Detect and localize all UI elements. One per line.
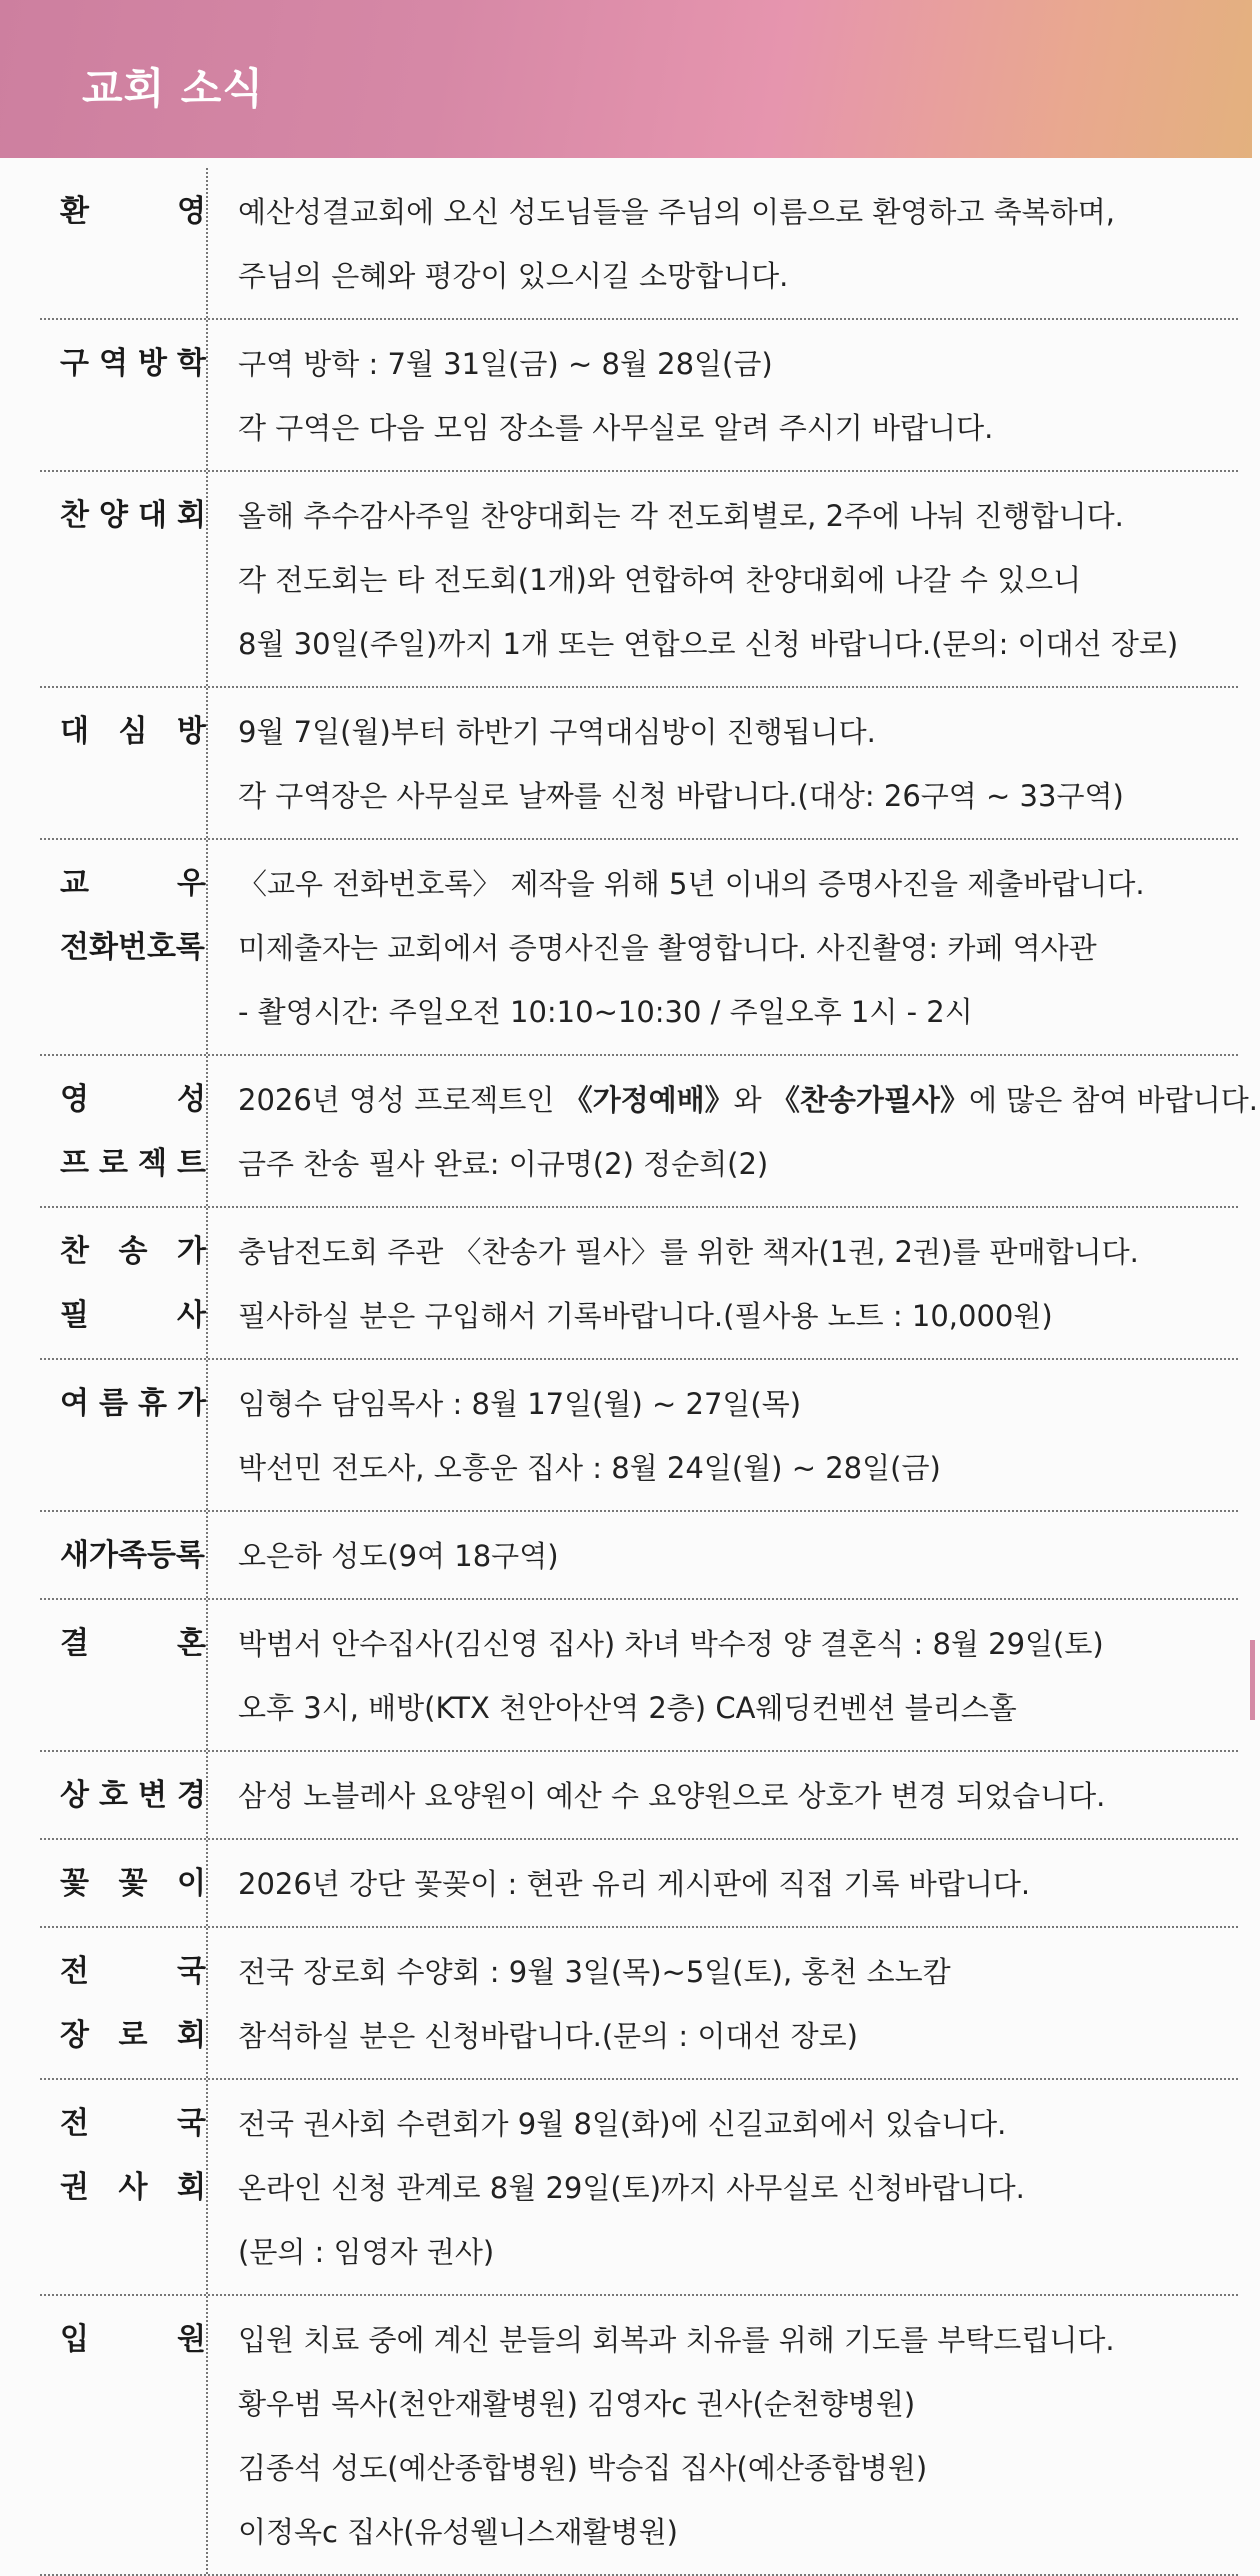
notice-body	[208, 1928, 1238, 2078]
notice-row	[40, 1056, 1258, 1208]
notice-row	[40, 688, 1238, 840]
label-char: 여	[60, 1386, 89, 1421]
line-text: 2026년 영성 프로젝트인	[238, 1083, 564, 1117]
label-line	[60, 180, 206, 244]
label-line	[60, 1068, 206, 1132]
notice-line: 예산성결교회에 오신 성도님들을 주님의 이름으로 환영하고 축복하며,	[238, 195, 1115, 229]
label-line	[60, 1372, 206, 1436]
notice-body	[208, 472, 1238, 686]
label-line	[60, 1524, 206, 1588]
label-char: 대	[60, 714, 89, 749]
label-line	[60, 916, 206, 980]
notice-label	[40, 1512, 208, 1598]
header-banner	[0, 0, 1252, 158]
label-char: 혼	[177, 1626, 206, 1661]
notice-body	[208, 840, 1238, 1054]
notice-row	[40, 168, 1238, 320]
label-char: 전	[60, 1954, 89, 1989]
label-line	[60, 484, 206, 548]
label-char: 심	[118, 714, 148, 749]
notice-line: 각 전도회는 타 전도회(1개)와 연합하여 찬양대회에 나갈 수 있으니	[238, 563, 1082, 597]
label-char: 가	[177, 1234, 206, 1269]
label-line	[60, 2156, 206, 2220]
label-char: 프	[60, 1146, 89, 1181]
label-char: 방	[138, 346, 167, 381]
label-line	[60, 2004, 206, 2068]
label-line	[60, 1220, 206, 1284]
notice-label	[40, 1056, 208, 1206]
label-char: 꽃	[60, 1866, 89, 1901]
notice-body	[208, 1512, 1238, 1598]
label-char: 대	[138, 498, 167, 533]
label-line	[60, 1132, 206, 1196]
page-title: 교회 소식	[82, 64, 264, 113]
notice-body	[208, 688, 1238, 838]
label-char: 송	[118, 1234, 148, 1269]
label-char: 결	[60, 1626, 89, 1661]
label-char: 입	[60, 2322, 89, 2357]
notice-label	[40, 320, 208, 470]
label-char: 권	[60, 2170, 89, 2205]
notice-body	[208, 1208, 1238, 1358]
label-char: 름	[99, 1386, 128, 1421]
notice-line: 8월 30일(주일)까지 1개 또는 연합으로 신청 바랍니다.(문의: 이대선 장로)	[238, 627, 1179, 661]
notice-row	[40, 320, 1238, 472]
label-char: 방	[177, 714, 206, 749]
notice-label	[40, 1360, 208, 1510]
notice-label	[40, 2080, 208, 2294]
notice-row	[40, 1360, 1238, 1512]
notice-body	[208, 1600, 1238, 1750]
label-char: 회	[177, 2170, 206, 2205]
label-char: 국	[177, 1954, 206, 1989]
notice-body	[208, 1056, 1258, 1206]
label-line	[60, 852, 206, 916]
notice-line: 황우범 목사(천안재활병원) 김영자c 권사(순천향병원)	[238, 2387, 916, 2421]
label-line	[60, 1284, 206, 1348]
label-char: 교	[60, 866, 89, 901]
notice-row	[40, 1600, 1238, 1752]
label-char: 역	[99, 346, 128, 381]
line-text: 에 많은 참여 바랍니다.	[968, 1083, 1258, 1117]
notice-line: 삼성 노블레사 요양원이 예산 수 요양원으로 상호가 변경 되었습니다.	[238, 1779, 1106, 1813]
label-char: 사	[118, 2170, 148, 2205]
label-char: 트	[177, 1146, 206, 1181]
notice-body	[208, 320, 1238, 470]
notice-line: 박선민 전도사, 오흥운 집사 : 8월 24일(월) ~ 28일(금)	[238, 1451, 941, 1485]
notice-line: 금주 찬송 필사 완료: 이규명(2) 정순희(2)	[238, 1147, 769, 1181]
notice-line: 각 구역은 다음 모임 장소를 사무실로 알려 주시기 바랍니다.	[238, 411, 994, 445]
notice-line: 박범서 안수집사(김신영 집사) 차녀 박수정 양 결혼식 : 8월 29일(토)	[238, 1627, 1104, 1661]
label-char: 성	[177, 1082, 206, 1117]
label-char: 학	[177, 346, 206, 381]
label-char: 환	[60, 194, 89, 229]
label-char: 경	[177, 1778, 206, 1813]
emphasis-text: 《가정예배》	[563, 1083, 734, 1117]
notice-label	[40, 472, 208, 686]
label-char: 회	[177, 498, 206, 533]
notice-label	[40, 1208, 208, 1358]
notice-line: 온라인 신청 관계로 8월 29일(토)까지 사무실로 신청바랍니다.	[238, 2171, 1025, 2205]
emphasis-text: 《찬송가필사》	[770, 1083, 969, 1117]
notice-line: 전국 장로회 수양회 : 9월 3일(목)~5일(토), 홍천 소노캄	[238, 1955, 951, 1989]
label-char: 우	[177, 866, 206, 901]
notice-row	[40, 840, 1238, 1056]
label-char: 꽃	[118, 1866, 148, 1901]
notice-line: 이정옥c 집사(유성웰니스재활병원)	[238, 2515, 678, 2549]
label-char: 상	[60, 1778, 89, 1813]
label-line	[60, 2092, 206, 2156]
notice-line: 미제출자는 교회에서 증명사진을 촬영합니다. 사진촬영: 카페 역사관	[238, 931, 1097, 965]
label-char: 호	[99, 1778, 128, 1813]
notice-label	[40, 168, 208, 318]
notice-line: 입원 치료 중에 계신 분들의 회복과 치유를 위해 기도를 부탁드립니다.	[238, 2323, 1115, 2357]
label-char: 찬	[60, 1234, 89, 1269]
notice-line: 주님의 은혜와 평강이 있으시길 소망합니다.	[238, 259, 789, 293]
notice-row	[40, 1840, 1238, 1928]
notice-label	[40, 1840, 208, 1926]
label-char: 이	[177, 1866, 206, 1901]
notice-line: 〈교우 전화번호록〉 제작을 위해 5년 이내의 증명사진을 제출바랍니다.	[238, 867, 1145, 901]
label-char: 로	[118, 2018, 148, 2053]
label-char: 영	[60, 1082, 89, 1117]
label-char: 휴	[138, 1386, 167, 1421]
label-char: 원	[177, 2322, 206, 2357]
notice-line: 필사하실 분은 구입해서 기록바랍니다.(필사용 노트 : 10,000원)	[238, 1299, 1053, 1333]
notice-row	[40, 2296, 1238, 2576]
notice-body	[208, 168, 1238, 318]
label-line	[60, 1764, 206, 1828]
notice-line: 2026년 강단 꽃꽂이 : 현관 유리 게시판에 직접 기록 바랍니다.	[238, 1867, 1031, 1901]
line-text: 와	[733, 1083, 771, 1117]
notice-row	[40, 2080, 1238, 2296]
label-char: 변	[138, 1778, 167, 1813]
label-line	[60, 1612, 206, 1676]
notice-line: 오후 3시, 배방(KTX 천안아산역 2층) CA웨딩컨벤션 블리스홀	[238, 1691, 1017, 1725]
notice-line: 임형수 담임목사 : 8월 17일(월) ~ 27일(목)	[238, 1387, 802, 1421]
label-char: 필	[60, 1298, 89, 1333]
notice-table	[40, 168, 1258, 2576]
label-line	[60, 332, 206, 396]
label-char: 양	[99, 498, 128, 533]
notice-label	[40, 840, 208, 1054]
notice-line: 오은하 성도(9여 18구역)	[238, 1539, 559, 1573]
notice-line: 구역 방학 : 7월 31일(금) ~ 8월 28일(금)	[238, 347, 773, 381]
notice-line: - 촬영시간: 주일오전 10:10~10:30 / 주일오후 1시 - 2시	[238, 995, 973, 1029]
notice-row	[40, 472, 1238, 688]
notice-body	[208, 1752, 1238, 1838]
label-char: 전화번호록	[60, 930, 205, 965]
notice-body	[208, 1840, 1238, 1926]
label-char: 장	[60, 2018, 89, 2053]
notice-line: 전국 권사회 수련회가 9월 8일(화)에 신길교회에서 있습니다.	[238, 2107, 1007, 2141]
notice-body	[208, 1360, 1238, 1510]
notice-row	[40, 1512, 1238, 1600]
label-char: 새가족등록	[60, 1538, 205, 1573]
notice-row	[40, 1752, 1238, 1840]
label-char: 사	[177, 1298, 206, 1333]
notice-line: 참석하실 분은 신청바랍니다.(문의 : 이대선 장로)	[238, 2019, 858, 2053]
notice-line: 9월 7일(월)부터 하반기 구역대심방이 진행됩니다.	[238, 715, 876, 749]
notice-line: 올해 추수감사주일 찬양대회는 각 전도회별로, 2주에 나눠 진행합니다.	[238, 499, 1124, 533]
label-char: 전	[60, 2106, 89, 2141]
notice-label	[40, 688, 208, 838]
notice-line	[238, 1068, 1258, 1132]
edge-marker	[1250, 1640, 1255, 1720]
notice-row	[40, 1928, 1238, 2080]
notice-label	[40, 1600, 208, 1750]
notice-label	[40, 1752, 208, 1838]
label-line	[60, 2308, 206, 2372]
label-line	[60, 700, 206, 764]
label-char: 가	[177, 1386, 206, 1421]
notice-label	[40, 2296, 208, 2574]
label-line	[60, 1940, 206, 2004]
label-line	[60, 1852, 206, 1916]
notice-body	[208, 2080, 1238, 2294]
label-char: 구	[60, 346, 89, 381]
label-char: 로	[99, 1146, 128, 1181]
notice-body	[208, 2296, 1238, 2574]
notice-row	[40, 1208, 1238, 1360]
notice-line: 충남전도회 주관 〈찬송가 필사〉를 위한 책자(1권, 2권)를 판매합니다.	[238, 1235, 1139, 1269]
label-char: 국	[177, 2106, 206, 2141]
notice-line: 김종석 성도(예산종합병원) 박승집 집사(예산종합병원)	[238, 2451, 928, 2485]
label-char: 젝	[138, 1146, 167, 1181]
label-char: 회	[177, 2018, 206, 2053]
notice-line: (문의 : 임영자 권사)	[238, 2235, 495, 2269]
notice-line: 각 구역장은 사무실로 날짜를 신청 바랍니다.(대상: 26구역 ~ 33구역)	[238, 779, 1124, 813]
label-char: 찬	[60, 498, 89, 533]
label-char: 영	[177, 194, 206, 229]
notice-label	[40, 1928, 208, 2078]
